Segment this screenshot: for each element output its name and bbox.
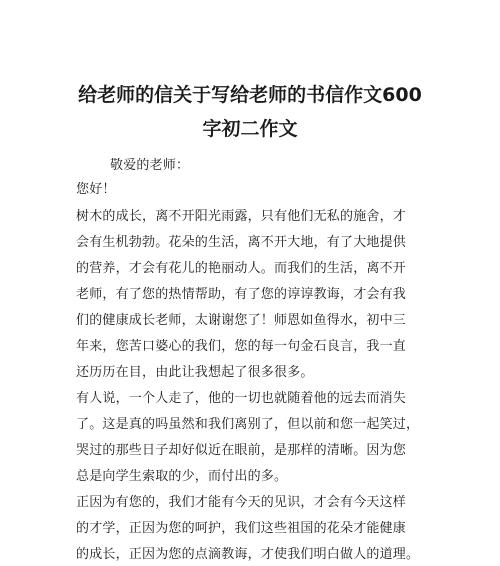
document-title-line-2: 字初二作文 <box>202 118 298 140</box>
letter-line: 们的健康成长老师，太谢谢您了！师恩如鱼得水，初中三 <box>76 313 407 328</box>
letter-line: 您好！ <box>76 182 116 197</box>
letter-line: 哭过的那些日子却好似近在眼前，是那样的清晰。因为您 <box>76 443 407 458</box>
letter-line: 了。这是真的吗虽然和我们离别了，但以前和您一起笑过， <box>76 417 420 432</box>
letter-line: 正因为有您的，我们才能有今天的见识，才会有今天这样 <box>76 495 407 510</box>
letter-line: 还历历在目，由此让我想起了很多很多。 <box>76 365 314 380</box>
letter-line: 总是向学生索取的少，而付出的多。 <box>76 469 288 484</box>
letter-line: 会有生机勃勃。花朵的生活，离不开大地，有了大地提供 <box>76 235 407 250</box>
letter-line: 有人说，一个人走了，他的一切也就随着他的远去而消失 <box>76 391 407 406</box>
letter-line: 树木的成长，离不开阳光雨露，只有他们无私的施舍，才 <box>76 209 407 224</box>
document-title-line-1: 给老师的信关于写给老师的书信作文600 <box>78 84 422 106</box>
letter-line: 老师，有了您的热情帮助，有了您的谆谆教诲，才会有我 <box>76 287 407 302</box>
letter-line: 的营养，才会有花儿的艳丽动人。而我们的生活，离不开 <box>76 261 407 276</box>
letter-line: 的成长，正因为您的点滴教诲，才使我们明白做人的道理。 <box>76 547 420 562</box>
letter-line: 年来，您苦口婆心的我们，您的每一句金石良言，我一直 <box>76 339 407 354</box>
letter-salutation: 敬爱的老师： <box>110 158 190 173</box>
letter-line: 的才学，正因为您的呵护，我们这些祖国的花朵才能健康 <box>76 521 407 536</box>
